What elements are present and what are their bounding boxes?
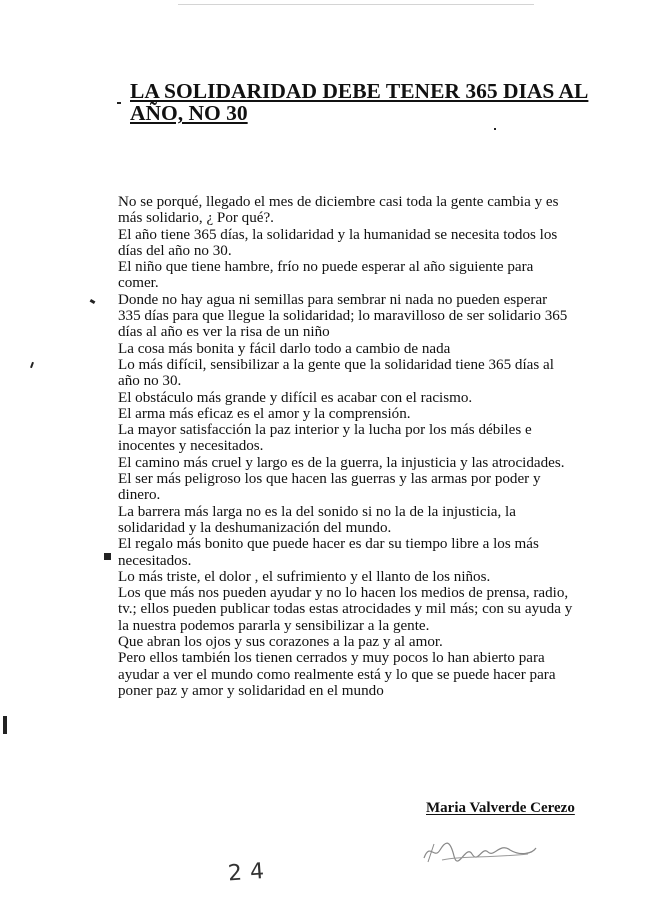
body-line: poner paz y amor y solidaridad en el mundo — [118, 682, 384, 699]
body-line: La cosa más bonita y fácil darlo todo a cambio de nada — [118, 340, 451, 357]
body-line: El arma más eficaz es el amor y la comprensión. — [118, 405, 411, 422]
body-line: 335 días para que llegue la solidaridad; lo maravilloso de ser solidario 365 — [118, 308, 568, 325]
body-line: solidaridad y la deshumanización del mundo. — [118, 519, 392, 536]
body-line: Los que más nos pueden ayudar y no lo hacen los medios de prensa, radio, — [118, 585, 569, 602]
body-line: El año tiene 365 días, la solidaridad y la humanidad se necesita todos los — [118, 226, 558, 243]
body-line: la nuestra podemos pararla y sensibilizar a la gente. — [118, 617, 430, 634]
body-line: Donde no hay agua ni semillas para sembrar ni nada no pueden esperar — [118, 291, 548, 308]
author-signature-name: Maria Valverde Cerezo — [426, 800, 575, 816]
scan-speck — [30, 362, 34, 368]
body-line: El obstáculo más grande y difícil es acabar con el racismo. — [118, 389, 473, 406]
body-line: No se porqué, llegado el mes de diciembre casi toda la gente cambia y es — [118, 194, 559, 210]
handwritten-page-number: 24 — [227, 858, 273, 887]
body-line: necesitados. — [118, 552, 192, 569]
title-line: AÑO, NO 30 — [130, 101, 248, 125]
document-body — [118, 194, 588, 699]
body-line: inocentes y necesitados. — [118, 438, 264, 455]
body-line: La barrera más larga no es la del sonido si no la de la injusticia, la — [118, 503, 516, 520]
body-line: Que abran los ojos y sus corazones a la paz y al amor. — [118, 634, 443, 651]
handwritten-signature — [420, 832, 540, 868]
body-line: El regalo más bonito que puede hacer es dar su tiempo libre a los más — [118, 536, 539, 553]
document-title — [130, 80, 600, 124]
body-line: Pero ellos también los tienen cerrados y muy pocos lo han abierto para — [118, 650, 545, 667]
body-line: El niño que tiene hambre, frío no puede esperar al año siguiente para — [118, 259, 534, 276]
body-line: ayudar a ver el mundo como realmente está y lo que se puede hacer para — [118, 666, 556, 683]
body-line: dinero. — [118, 487, 161, 504]
body-line: La mayor satisfacción la paz interior y la lucha por los más débiles e — [118, 422, 532, 439]
body-line: más solidario, ¿ Por qué?. — [118, 210, 274, 227]
body-line: El camino más cruel y largo es de la guerra, la injusticia y las atrocidades. — [118, 454, 565, 471]
scan-speck — [104, 553, 111, 560]
body-line: días al año es ver la risa de un niño — [118, 324, 330, 341]
title-line: LA SOLIDARIDAD DEBE TENER 365 DIAS AL — [130, 79, 589, 103]
scan-top-edge-line — [178, 4, 534, 5]
scan-speck — [90, 299, 96, 304]
body-line: días del año no 30. — [118, 242, 232, 259]
body-line: comer. — [118, 275, 159, 292]
scan-speck — [117, 102, 121, 104]
scan-speck — [3, 716, 7, 734]
scan-speck — [494, 128, 496, 130]
body-line: año no 30. — [118, 373, 182, 390]
body-line: El ser más peligroso los que hacen las guerras y las armas por poder y — [118, 471, 541, 488]
body-line: Lo más difícil, sensibilizar a la gente que la solidaridad tiene 365 días al — [118, 356, 554, 373]
body-line: Lo más triste, el dolor , el sufrimiento y el llanto de los niños. — [118, 568, 491, 585]
body-line: tv.; ellos pueden publicar todas estas atrocidades y mil más; con su ayuda y — [118, 601, 573, 618]
